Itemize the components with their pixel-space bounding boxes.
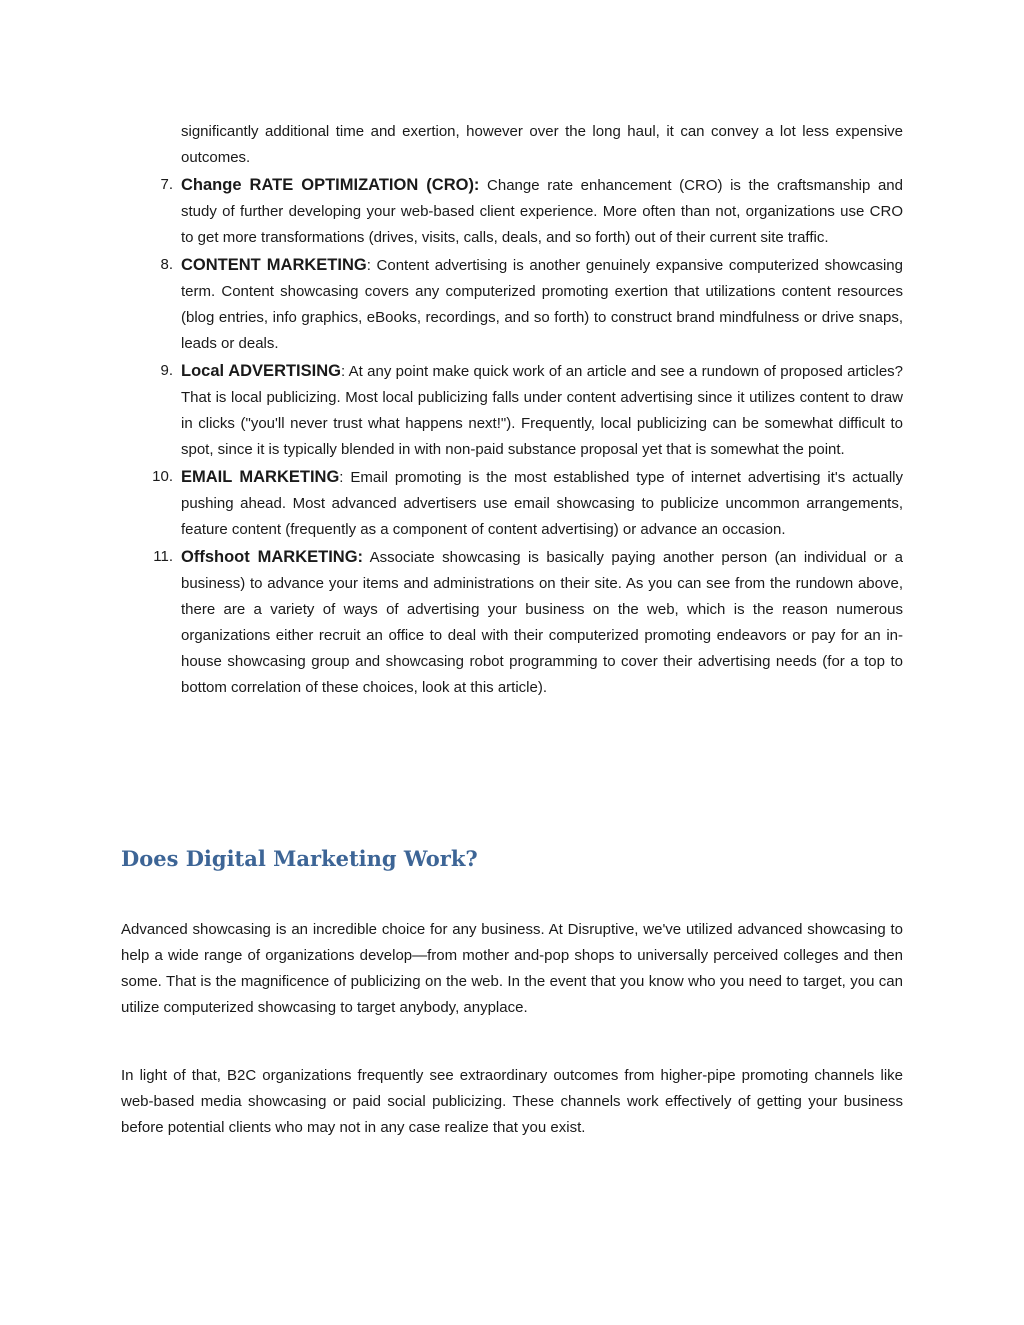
list-item-text: : At any point make quick work of an article and see a rundown of proposed articles? That is local publicizing. Most local publicizing falls under content advertising since it utilizes content to draw in clicks ("you'll never trust what happens next!"). Frequently, local publicizing can be somewhat difficult to spot, since it is typically blended in with non-paid substance proposal yet that is somewhat the point. (181, 363, 904, 458)
list-item-number: 8. (160, 256, 173, 273)
list-item-term: EMAIL MARKETING (181, 468, 340, 486)
list-item-term: Local ADVERTISING (181, 362, 341, 380)
list-item-text: Associate showcasing is basically paying another person (an individual or a business) to advance your items and administrations on their site. As you can see from the rundown above, there are a variety of ways of advertising your business on the web, which is the reason numerous organizations either recruit an office to deal with their computerized promoting endeavors or pay for an in-house showcasing group and showcasing robot programming to cover their advertising needs (for a top to bottom correlation of these choices, look at this article). (181, 549, 903, 696)
list-item-term: Offshoot MARKETING: (181, 548, 364, 566)
list-item-number: 11. (153, 548, 173, 565)
list-item (153, 544, 903, 701)
list-item-number: 10. (152, 468, 173, 485)
list-item (160, 172, 903, 251)
list-item-text: Change rate enhancement (CRO) is the craftsmanship and study of further developing your web-based client experience. More often than not, organizations use CRO to get more transformations (drives, visits, calls, deals, and so forth) out of their current site traffic. (181, 177, 903, 246)
section-heading: Does Digital Marketing Work? (121, 846, 478, 871)
continuation-paragraph: significantly additional time and exertion, however over the long haul, it can convey a lot less expensive outcomes. (181, 123, 903, 166)
list-item-term: Change RATE OPTIMIZATION (CRO): (181, 176, 480, 194)
list-item-number: 9. (160, 362, 173, 379)
list-item-text: : Email promoting is the most established type of internet advertising it's actually pushing ahead. Most advanced advertisers use email showcasing to publicize uncommon arrangements, feature content (frequently as a component of content advertising) or advance an occasion. (181, 469, 904, 538)
list-item (160, 358, 904, 463)
body-paragraph: Advanced showcasing is an incredible choice for any business. At Disruptive, we've utilized advanced showcasing to help a wide range of organizations develop—from mother and-pop shops to universally perceived colleges and then some. That is the magnificence of publicizing on the web. In the event that you know who you need to target, you can utilize computerized showcasing to target anybody, anyplace. (121, 921, 903, 1016)
list-item-term: CONTENT MARKETING (181, 256, 367, 274)
list-item (152, 464, 904, 543)
numbered-list (152, 172, 904, 702)
body-paragraph: In light of that, B2C organizations frequently see extraordinary outcomes from higher-pipe promoting channels like web-based media showcasing or paid social publicizing. These channels work effectively of getting your business before potential clients who may not in any case realize that you exist. (121, 1067, 903, 1136)
list-item-number: 7. (160, 176, 173, 193)
list-item (160, 252, 903, 357)
list-item-text: : Content advertising is another genuinely expansive computerized showcasing term. Content showcasing covers any computerized promoting exertion that utilizations content resources (blog entries, info graphics, eBooks, recordings, and so forth) to construct brand mindfulness or drive snaps, leads or deals. (181, 257, 903, 352)
